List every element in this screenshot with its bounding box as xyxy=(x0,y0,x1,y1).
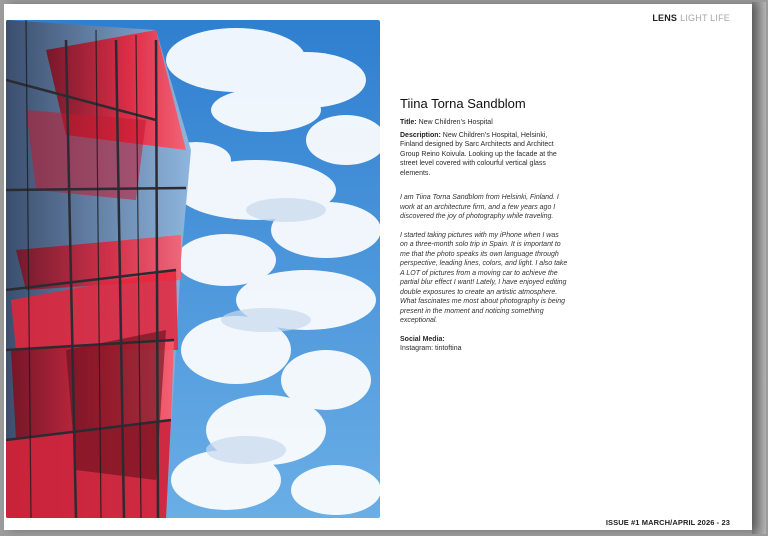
brand-name: LENS xyxy=(652,13,678,23)
photo-title-value: New Children’s Hospital xyxy=(418,119,493,126)
magazine-brand xyxy=(652,13,730,23)
bio-paragraph-1: I am Tiina Torna Sandblom from Helsinki, Finland. I work at an architecture firm, and a few years ago I discovered the joy of photography while traveling. xyxy=(400,194,559,220)
photo-title-label: Title: xyxy=(400,119,417,126)
photo-title xyxy=(400,118,568,128)
photo-description xyxy=(400,131,568,179)
photo-description-value: New Children’s Hospital, Helsinki, Finland designed by Sarc Architects and Architect Group Reino Koivula. Looking up the facade at the street level covered with colourful vertical glass elements. xyxy=(400,131,557,177)
social-media-label: Social Media: xyxy=(400,335,445,343)
photographer-bio xyxy=(400,193,568,326)
issue-footer: ISSUE #1 MARCH/APRIL 2026 - 23 xyxy=(605,518,730,527)
magazine-page xyxy=(4,4,752,530)
social-media xyxy=(400,335,568,354)
article-text xyxy=(400,96,568,354)
feature-photo xyxy=(6,20,380,518)
brand-tagline: LIGHT LIFE xyxy=(680,13,730,23)
photo-description-label: Description: xyxy=(400,131,441,139)
photographer-name: Tiina Torna Sandblom xyxy=(400,96,526,111)
social-media-handle: Instagram: tintoftina xyxy=(400,345,462,352)
magazine-page-edge xyxy=(752,2,766,534)
bio-paragraph-2: I started taking pictures with my iPhone when I was on a three-month solo trip in Spain. It is important to me that the photo speaks its own language through perspective, leading lines, colors, and light. I also take A LOT of pictures from a moving car to achieve the partial blur effect I want! Lately, I have enjoyed editing double exposures to create an artistic atmosphere. What fascinates me most about photography is being present in the moment and noticing something exceptional. xyxy=(400,231,568,324)
